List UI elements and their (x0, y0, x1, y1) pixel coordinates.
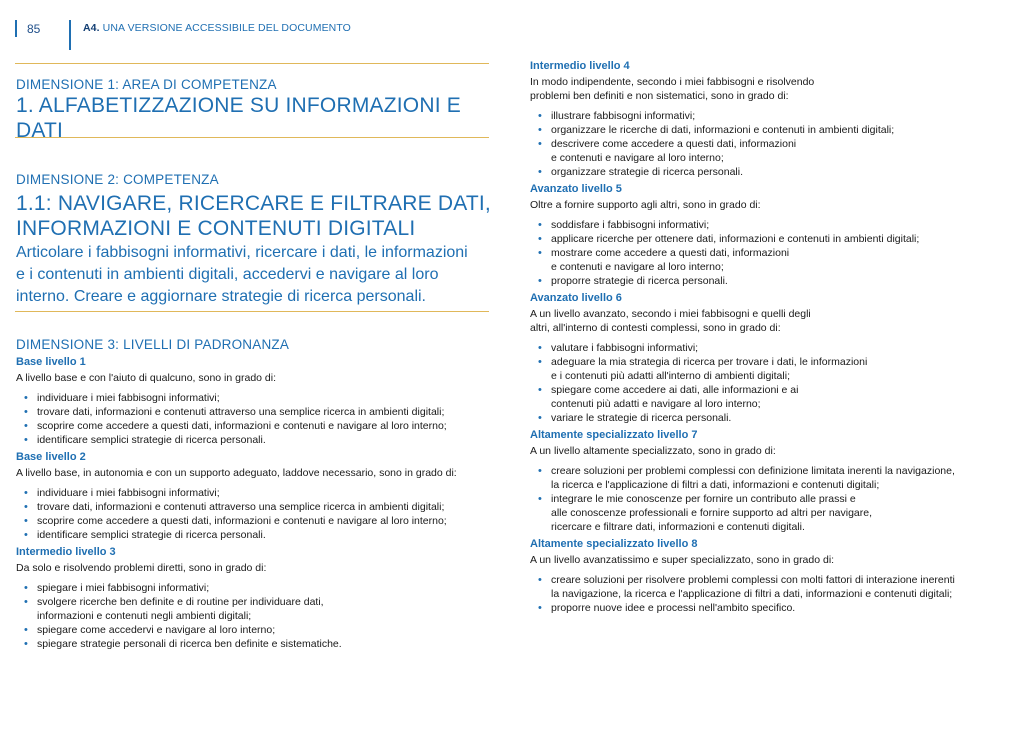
list-item (538, 109, 1010, 123)
header-bar-left (15, 20, 17, 37)
level-heading: Altamente specializzato livello 7 (530, 429, 698, 441)
list-item (24, 623, 496, 637)
list-item-line: e i contenuti più adatti all'interno di ambienti digitali; (551, 370, 790, 382)
level-intro: In modo indipendente, secondo i miei fabbisogni e risolvendo (530, 76, 815, 88)
list-item-line: • descrivere come accedere a questi dati, informazioni (551, 138, 797, 150)
right-column (530, 60, 1010, 619)
level-list (530, 464, 1010, 534)
section-header (83, 22, 351, 34)
list-item-line: la navigazione, la ricerca e l'applicazione di filtri a dati, informazioni e contenuti digitali; (551, 588, 953, 600)
level-list (530, 573, 1010, 615)
list-item (538, 123, 1010, 137)
level-intro: Oltre a fornire supporto agli altri, sono in grado di: (530, 199, 761, 211)
level-list (16, 391, 496, 447)
list-item (538, 383, 1010, 411)
right-levels (530, 60, 1010, 615)
dimension-1-title: 1. ALFABETIZZAZIONE SU INFORMAZIONI E DATI (16, 94, 461, 142)
list-item (538, 573, 1010, 601)
list-item-line: • scoprire come accedere a questi dati, informazioni e contenuti e navigare al loro interno; (37, 515, 447, 527)
list-item-line: • creare soluzioni per problemi complessi con definizione limitata inerenti la navigazione, (551, 465, 955, 477)
list-item (24, 514, 496, 528)
list-item (24, 637, 496, 651)
left-column (16, 74, 496, 655)
level-intro: A livello base e con l'aiuto di qualcuno, sono in grado di: (16, 372, 277, 384)
list-item-line: • spiegare come accedere ai dati, alle informazioni e ai (551, 384, 799, 396)
level-heading: Intermedio livello 3 (16, 546, 116, 558)
level-list (16, 581, 496, 651)
list-item (538, 411, 1010, 425)
list-item-line: contenuti più adatti e navigare al loro interno; (551, 398, 761, 410)
level-intro: altri, all'interno di contesti complessi, sono in grado di: (530, 322, 781, 334)
list-item (538, 341, 1010, 355)
list-item-line: • organizzare strategie di ricerca personali. (551, 166, 744, 178)
level-heading: Altamente specializzato livello 8 (530, 538, 698, 550)
level-heading: Intermedio livello 4 (530, 60, 630, 72)
list-item-line: • proporre nuove idee e processi nell'ambito specifico. (551, 602, 796, 614)
list-item (24, 419, 496, 433)
level-block (530, 183, 1010, 288)
list-item-line: • spiegare come accedervi e navigare al loro interno; (37, 624, 276, 636)
list-item (538, 464, 1010, 492)
list-item-line: • identificare semplici strategie di ricerca personali. (37, 529, 266, 541)
dimension-2-desc-line2: e i contenuti in ambienti digitali, accedervi e navigare al loro (16, 266, 439, 283)
list-item (538, 355, 1010, 383)
level-block (16, 546, 496, 651)
dimension-2-desc-line1: Articolare i fabbisogni informativi, ricercare i dati, le informazioni (16, 244, 468, 261)
list-item-line: • identificare semplici strategie di ricerca personali. (37, 434, 266, 446)
level-list (16, 486, 496, 542)
list-item-line: • trovare dati, informazioni e contenuti attraverso una semplice ricerca in ambienti digitali; (37, 501, 445, 513)
list-item-line: • spiegare strategie personali di ricerca ben definite e sistematiche. (37, 638, 342, 650)
list-item-line: • integrare le mie conoscenze per fornire un contributo alle prassi e (551, 493, 856, 505)
level-block (530, 538, 1010, 615)
list-item (538, 137, 1010, 165)
list-item (538, 492, 1010, 534)
list-item (538, 165, 1010, 179)
list-item-line: • spiegare i miei fabbisogni informativi; (37, 582, 210, 594)
level-block (16, 451, 496, 542)
list-item-line: • svolgere ricerche ben definite e di routine per individuare dati, (37, 596, 324, 608)
list-item-line: alle conoscenze professionali e fornire supporto ad altri per navigare, (551, 507, 873, 519)
list-item (538, 601, 1010, 615)
list-item-line: • adeguare la mia strategia di ricerca per trovare i dati, le informazioni (551, 356, 868, 368)
list-item (24, 391, 496, 405)
dimension-2-title-line2: INFORMAZIONI E CONTENUTI DIGITALI (16, 217, 416, 240)
dimension-3-label: DIMENSIONE 3: LIVELLI DI PADRONANZA (16, 337, 290, 352)
header-bar-right (69, 20, 71, 50)
list-item-line: • organizzare le ricerche di dati, informazioni e contenuti in ambienti digitali; (551, 124, 895, 136)
list-item-line: • variare le strategie di ricerca personali. (551, 412, 732, 424)
section-code: A4. (83, 22, 100, 34)
list-item (24, 433, 496, 447)
list-item-line: la ricerca e l'applicazione di filtri a dati, informazioni e contenuti digitali; (551, 479, 880, 491)
level-intro: problemi ben definiti e non sistematici, sono in grado di: (530, 90, 789, 102)
list-item (24, 595, 496, 623)
level-block (530, 429, 1010, 534)
dimension-1-label: DIMENSIONE 1: AREA DI COMPETENZA (16, 77, 277, 92)
list-item-line: • applicare ricerche per ottenere dati, informazioni e contenuti in ambienti digitali; (551, 233, 920, 245)
level-list (530, 218, 1010, 288)
list-item-line: • individuare i miei fabbisogni informativi; (37, 487, 220, 499)
list-item (24, 500, 496, 514)
list-item-line: ricercare e filtrare dati, informazioni e contenuti digitali. (551, 521, 805, 533)
list-item-line: e contenuti e navigare al loro interno; (551, 261, 724, 273)
page-number: 85 (27, 22, 41, 36)
list-item-line: • illustrare fabbisogni informativi; (551, 110, 696, 122)
list-item (538, 246, 1010, 274)
level-intro: A livello base, in autonomia e con un supporto adeguato, laddove necessario, sono in grado di: (16, 467, 457, 479)
list-item (538, 274, 1010, 288)
list-item-line: • proporre strategie di ricerca personali. (551, 275, 728, 287)
level-intro: A un livello avanzato, secondo i miei fabbisogni e quelli degli (530, 308, 811, 320)
list-item-line: e contenuti e navigare al loro interno; (551, 152, 724, 164)
dimension-2-desc-line3: interno. Creare e aggiornare strategie di ricerca personali. (16, 288, 426, 305)
level-block (530, 60, 1010, 179)
list-item-line: • scoprire come accedere a questi dati, informazioni e contenuti e navigare al loro interno; (37, 420, 447, 432)
level-intro: A un livello avanzatissimo e super specializzato, sono in grado di: (530, 554, 835, 566)
list-item-line: • mostrare come accedere a questi dati, informazioni (551, 247, 790, 259)
divider-top (15, 63, 489, 64)
dimension-2-label: DIMENSIONE 2: COMPETENZA (16, 172, 219, 187)
list-item-line: • soddisfare i fabbisogni informativi; (551, 219, 710, 231)
list-item-line: informazioni e contenuti negli ambienti digitali; (37, 610, 252, 622)
list-item-line: • individuare i miei fabbisogni informativi; (37, 392, 220, 404)
level-list (530, 109, 1010, 179)
section-title: UNA VERSIONE ACCESSIBILE DEL DOCUMENTO (102, 22, 351, 34)
level-intro: Da solo e risolvendo problemi diretti, sono in grado di: (16, 562, 267, 574)
list-item-line: • creare soluzioni per risolvere problemi complessi con molti fattori di interazione inerenti (551, 574, 955, 586)
level-heading: Base livello 2 (16, 451, 86, 463)
level-block (530, 292, 1010, 425)
list-item (24, 405, 496, 419)
list-item-line: • trovare dati, informazioni e contenuti attraverso una semplice ricerca in ambienti digitali; (37, 406, 445, 418)
list-item-line: • valutare i fabbisogni informativi; (551, 342, 699, 354)
level-heading: Base livello 1 (16, 356, 86, 368)
level-heading: Avanzato livello 5 (530, 183, 622, 195)
level-heading: Avanzato livello 6 (530, 292, 622, 304)
list-item (538, 218, 1010, 232)
left-levels (16, 356, 496, 651)
list-item (538, 232, 1010, 246)
list-item (24, 486, 496, 500)
level-list (530, 341, 1010, 425)
list-item (24, 528, 496, 542)
level-block (16, 356, 496, 447)
dimension-2-title-line1: 1.1: NAVIGARE, RICERCARE E FILTRARE DATI, (16, 192, 491, 215)
list-item (24, 581, 496, 595)
level-intro: A un livello altamente specializzato, sono in grado di: (530, 445, 776, 457)
